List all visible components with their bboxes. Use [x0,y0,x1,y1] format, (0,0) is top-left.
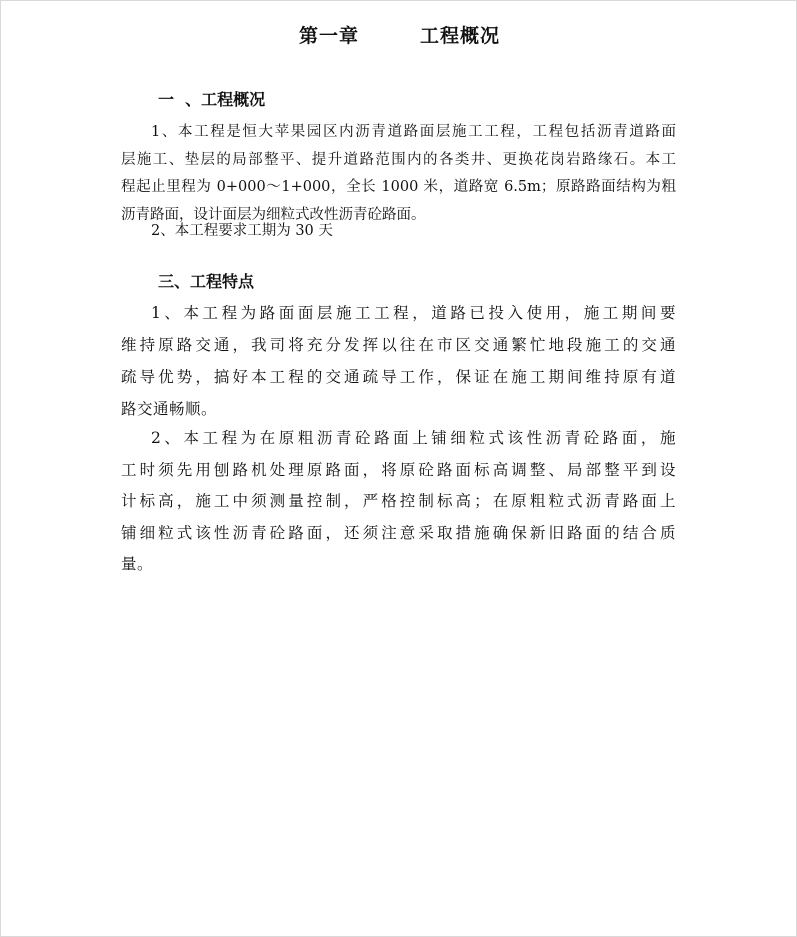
text-line: 2、本工程要求工期为 30 天 [151,223,333,239]
paragraph-overview-scope [121,119,676,229]
text-line: 程起止里程为 0+000～1+000，全长 1000 米，道路宽 6.5m；原路路面结构为粗 [121,179,676,195]
text-line: 路交通畅顺。 [121,400,218,418]
section-heading-features: 三、工程特点 [158,272,255,291]
section-heading-overview: 一 、工程概况 [158,90,266,109]
paragraph-overview-duration [121,220,676,242]
text-line: 层施工、垫层的局部整平、提升道路范围内的各类井、更换花岗岩路缘石。本工 [121,151,676,168]
text-line: 沥青路面，设计面层为细粒式改性沥青砼路面。 [121,206,426,223]
paragraph-features-paving [121,423,676,581]
text-line: 1、本工程为路面面层施工工程，道路已投入使用，施工期间要 [151,304,676,322]
chapter-title: 第一章 工程概况 [299,25,500,47]
text-line: 1、本工程是恒大苹果园区内沥青道路面层施工工程，工程包括沥青道路面 [151,124,676,140]
text-line: 铺细粒式该性沥青砼路面，还须注意采取措施确保新旧路面的结合质 [121,523,676,542]
paragraph-features-traffic [121,297,676,425]
text-line: 计标高，施工中须测量控制，严格控制标高；在原粗粒式沥青路面上 [121,492,676,510]
text-line: 维持原路交通，我司将充分发挥以往在市区交通繁忙地段施工的交通 [121,336,676,354]
text-line: 工时须先用刨路机处理原路面，将原砼路面标高调整、局部整平到设 [121,460,676,479]
text-line: 疏导优势，搞好本工程的交通疏导工作，保证在施工期间维持原有道 [121,368,676,386]
text-line: 2、本工程为在原粗沥青砼路面上铺细粒式该性沥青砼路面，施 [151,429,676,447]
text-line: 量。 [121,555,154,573]
